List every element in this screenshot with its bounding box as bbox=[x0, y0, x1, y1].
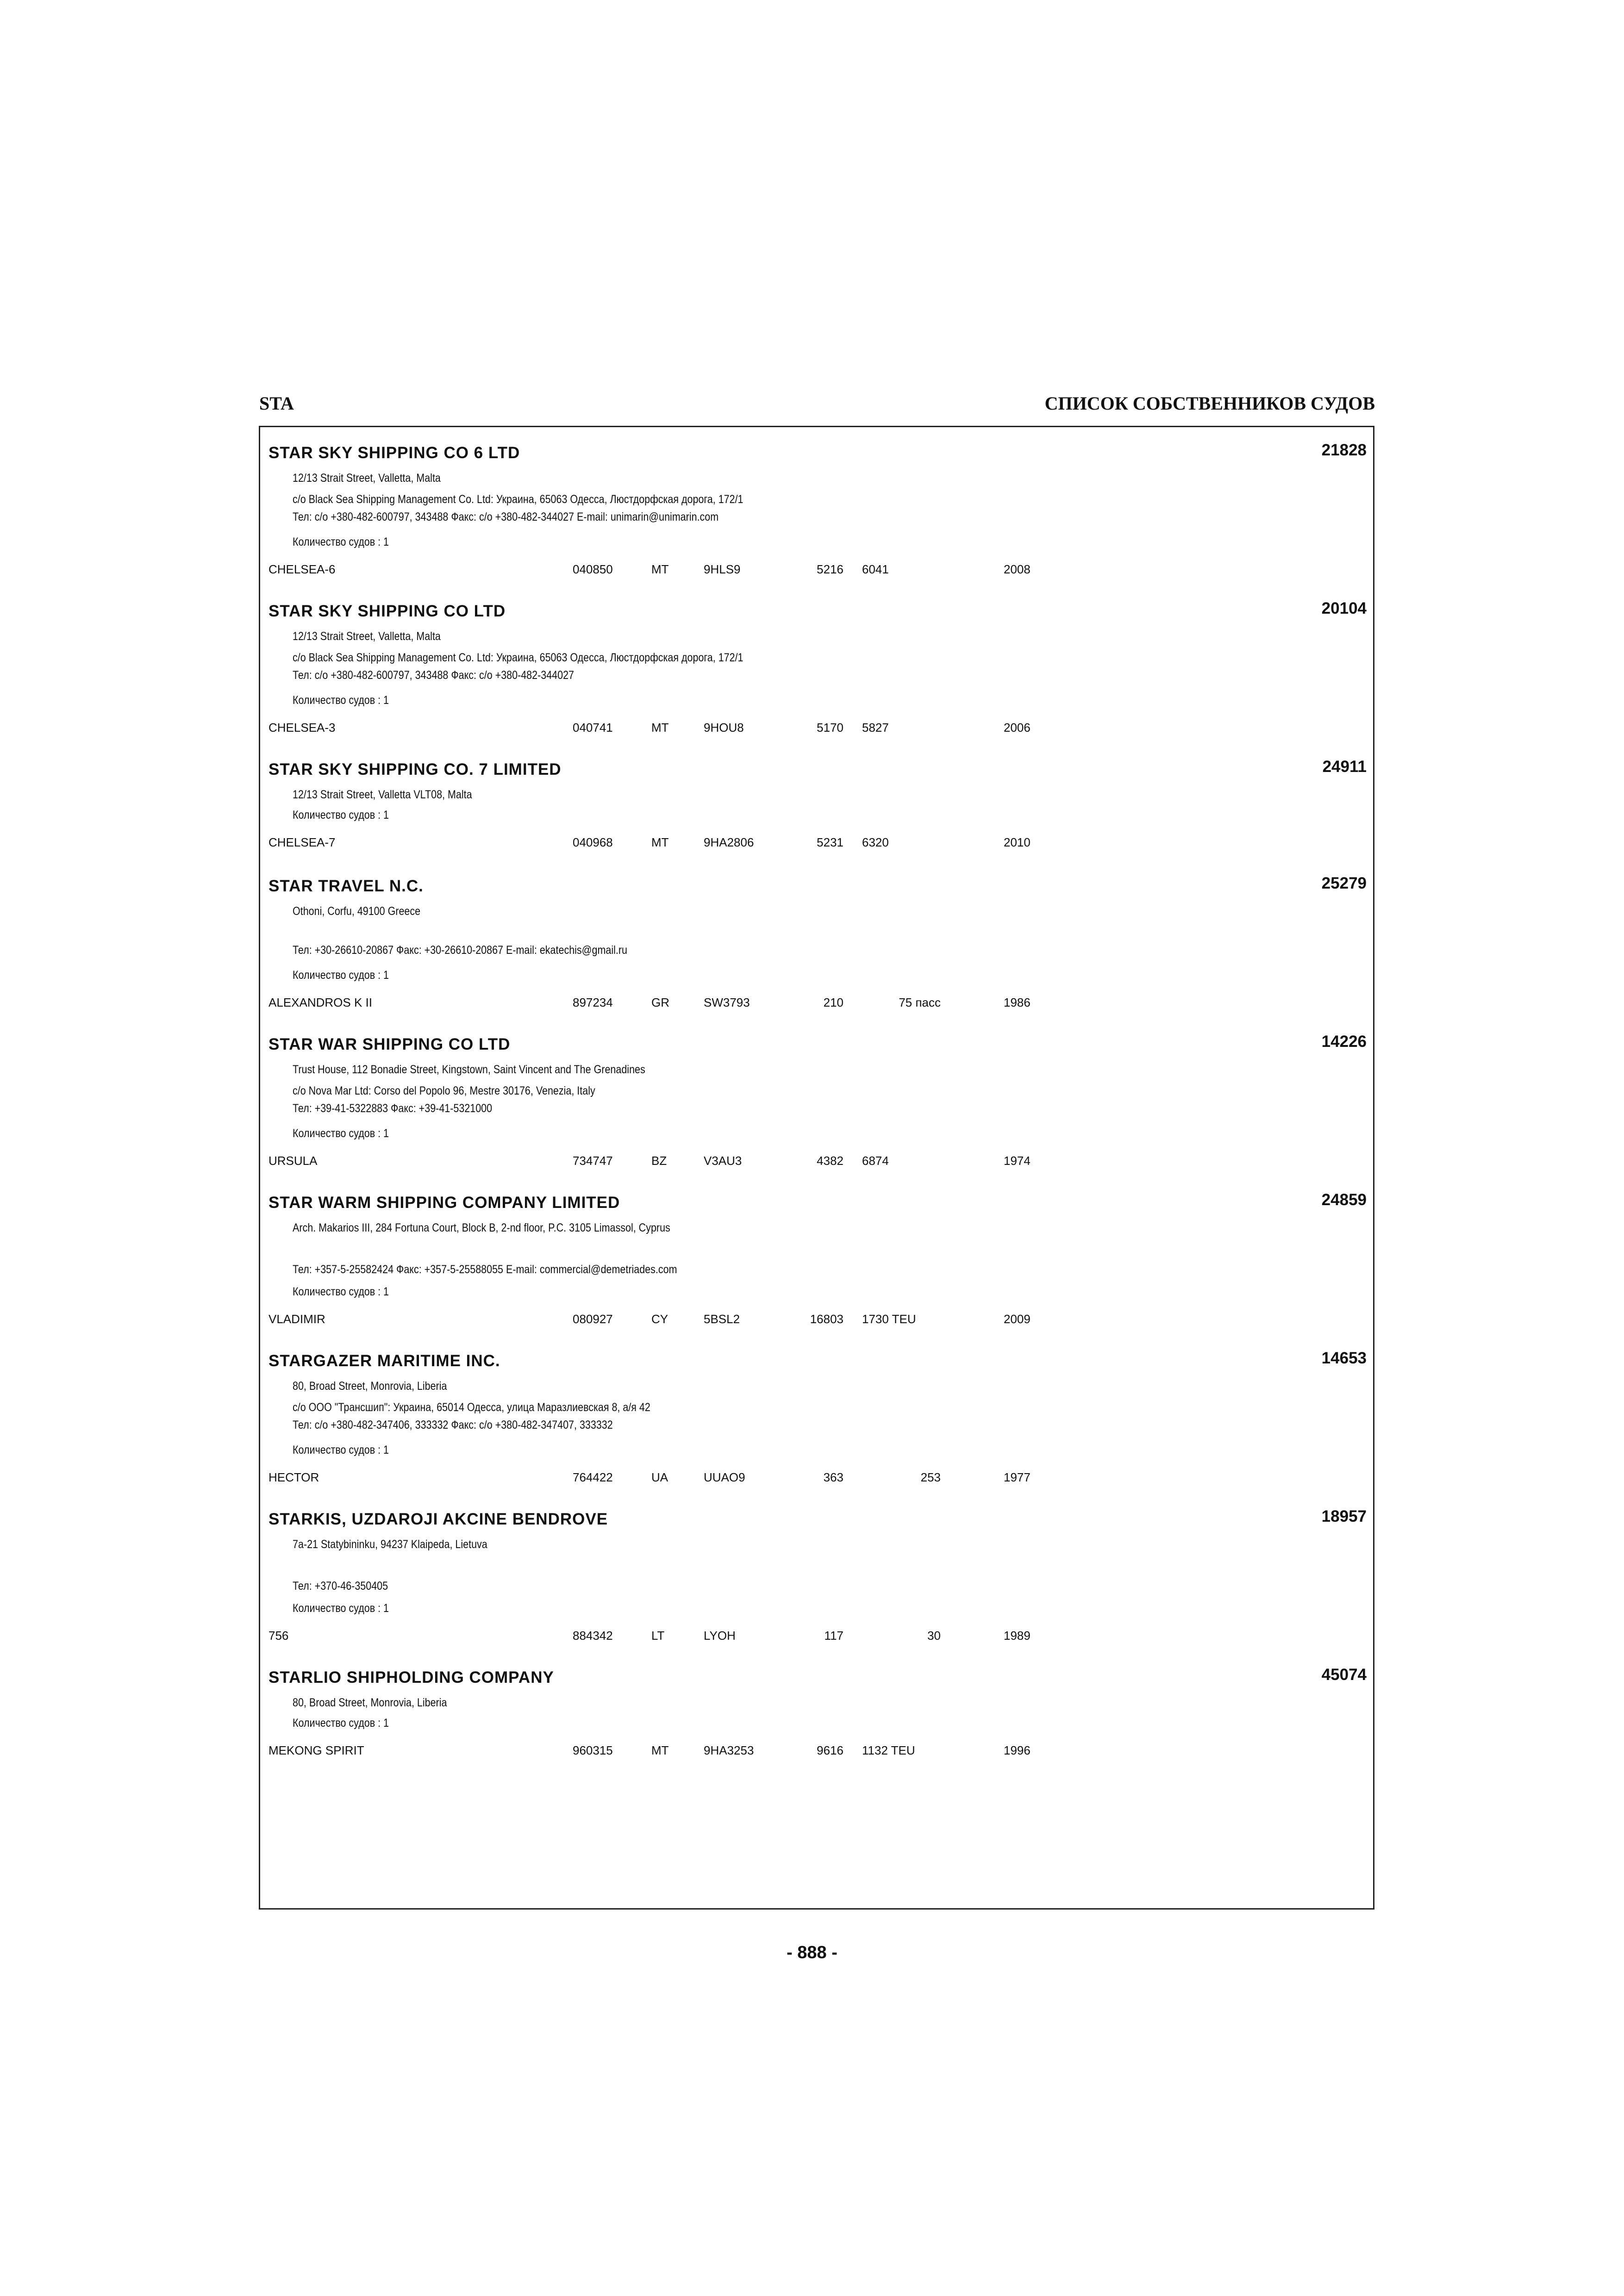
owner-code: 24859 bbox=[1321, 1191, 1367, 1209]
vessel-callsign: UUAO9 bbox=[704, 1470, 745, 1484]
vessel-name: CHELSEA-7 bbox=[269, 835, 336, 849]
vessel-flag: BZ bbox=[651, 1154, 667, 1168]
vessel-count: Количество судов : 1 bbox=[293, 809, 389, 821]
vessel-dwt: 1132 TEU bbox=[862, 1743, 915, 1757]
address-line: 7a-21 Statybininku, 94237 Klaipeda, Lietuva bbox=[293, 1538, 487, 1551]
vessel-row bbox=[260, 1154, 1373, 1169]
owner-code: 18957 bbox=[1321, 1507, 1367, 1525]
address-line: 12/13 Strait Street, Valletta VLT08, Malta bbox=[293, 788, 472, 801]
vessel-reg: 040968 bbox=[573, 835, 613, 849]
owner-name: STARKIS, UZDAROJI AKCINE BENDROVE bbox=[269, 1510, 608, 1528]
vessel-count: Количество судов : 1 bbox=[293, 969, 389, 982]
address-line: Arch. Makarios III, 284 Fortuna Court, Block B, 2-nd floor, P.C. 3105 Limassol, Cyprus bbox=[293, 1221, 670, 1234]
owner-code: 21828 bbox=[1321, 441, 1367, 459]
vessel-count: Количество судов : 1 bbox=[293, 1717, 389, 1730]
vessel-reg: 897234 bbox=[573, 996, 613, 1009]
vessel-callsign: SW3793 bbox=[704, 996, 750, 1009]
vessel-year: 2009 bbox=[1004, 1312, 1031, 1326]
vessel-dwt: 5827 bbox=[862, 721, 889, 734]
vessel-name: HECTOR bbox=[269, 1470, 319, 1484]
owner-code: 14653 bbox=[1321, 1349, 1367, 1367]
vessel-reg: 080927 bbox=[573, 1312, 613, 1326]
agent-line: c/o ООО "Трансшип": Украина, 65014 Одесса, улица Маразлиевская 8, а/я 42 bbox=[293, 1401, 650, 1414]
vessel-reg: 040850 bbox=[573, 562, 613, 576]
vessel-name: CHELSEA-6 bbox=[269, 562, 336, 576]
vessel-count: Количество судов : 1 bbox=[293, 1602, 389, 1615]
vessel-gt: 9616 bbox=[817, 1743, 843, 1757]
vessel-dwt: 6320 bbox=[862, 835, 889, 849]
vessel-gt: 210 bbox=[823, 996, 843, 1009]
running-header-right: СПИСОК СОБСТВЕННИКОВ СУДОВ bbox=[1044, 393, 1375, 414]
agent-line: c/o Nova Mar Ltd: Corso del Popolo 96, Mestre 30176, Venezia, Italy bbox=[293, 1084, 595, 1097]
vessel-gt: 5170 bbox=[817, 721, 843, 734]
vessel-flag: MT bbox=[651, 1743, 669, 1757]
vessel-name: URSULA bbox=[269, 1154, 318, 1168]
owner-name: STAR SKY SHIPPING CO. 7 LIMITED bbox=[269, 760, 562, 778]
owner-name: STAR SKY SHIPPING CO LTD bbox=[269, 602, 506, 620]
vessel-gt: 5231 bbox=[817, 835, 843, 849]
owner-name: STAR SKY SHIPPING CO 6 LTD bbox=[269, 444, 520, 462]
owner-code: 20104 bbox=[1321, 599, 1367, 617]
vessel-count: Количество судов : 1 bbox=[293, 1444, 389, 1456]
contact-line: Тел: +357-5-25582424 Факс: +357-5-25588055 E-mail: commercial@demetriades.com bbox=[293, 1263, 677, 1276]
address-line: 12/13 Strait Street, Valletta, Malta bbox=[293, 630, 441, 643]
vessel-reg: 960315 bbox=[573, 1743, 613, 1757]
contact-line: Тел: +30-26610-20867 Факс: +30-26610-20867 E-mail: ekatechis@gmail.ru bbox=[293, 944, 627, 957]
vessel-dwt: 1730 TEU bbox=[862, 1312, 916, 1326]
vessel-gt: 363 bbox=[823, 1470, 843, 1484]
vessel-callsign: LYOH bbox=[704, 1629, 736, 1643]
address-line: 80, Broad Street, Monrovia, Liberia bbox=[293, 1696, 447, 1709]
vessel-reg: 764422 bbox=[573, 1470, 613, 1484]
owner-code: 24911 bbox=[1322, 758, 1367, 776]
vessel-callsign: V3AU3 bbox=[704, 1154, 742, 1168]
vessel-year: 2006 bbox=[1004, 721, 1031, 734]
vessel-callsign: 9HA2806 bbox=[704, 835, 754, 849]
vessel-name: MEKONG SPIRIT bbox=[269, 1743, 364, 1757]
contact-line: Тел: +39-41-5322883 Факс: +39-41-5321000 bbox=[293, 1102, 493, 1115]
vessel-callsign: 9HOU8 bbox=[704, 721, 744, 734]
vessel-count: Количество судов : 1 bbox=[293, 1285, 389, 1298]
owner-name: STAR WAR SHIPPING CO LTD bbox=[269, 1035, 511, 1053]
address-line: Othoni, Corfu, 49100 Greece bbox=[293, 905, 421, 918]
vessel-row bbox=[260, 721, 1373, 735]
vessel-row bbox=[260, 562, 1373, 577]
agent-line: c/o Black Sea Shipping Management Co. Ltd: Украина, 65063 Одесса, Люстдорфская дорога, 172/1 bbox=[293, 493, 743, 506]
vessel-year: 1989 bbox=[1004, 1629, 1031, 1643]
vessel-flag: LT bbox=[651, 1629, 665, 1643]
address-line: 80, Broad Street, Monrovia, Liberia bbox=[293, 1380, 447, 1393]
vessel-dwt: 75 пасс bbox=[899, 996, 941, 1009]
vessel-year: 2010 bbox=[1004, 835, 1031, 849]
vessel-count: Количество судов : 1 bbox=[293, 1127, 389, 1140]
owner-name: STARLIO SHIPHOLDING COMPANY bbox=[269, 1668, 554, 1686]
page-number: - 888 - bbox=[787, 1943, 837, 1962]
vessel-flag: MT bbox=[651, 721, 669, 734]
vessel-year: 1996 bbox=[1004, 1743, 1031, 1757]
contact-line: Тел: c/o +380-482-600797, 343488 Факс: c/o +380-482-344027 E-mail: unimarin@unimarin.com bbox=[293, 510, 719, 523]
address-line: Trust House, 112 Bonadie Street, Kingstown, Saint Vincent and The Grenadines bbox=[293, 1063, 645, 1076]
contact-line: Тел: c/o +380-482-347406, 333332 Факс: c/o +380-482-347407, 333332 bbox=[293, 1419, 613, 1431]
running-header-left: STA bbox=[259, 393, 294, 414]
vessel-reg: 734747 bbox=[573, 1154, 613, 1168]
owner-code: 25279 bbox=[1321, 874, 1367, 892]
vessel-row bbox=[260, 835, 1373, 850]
vessel-name: ALEXANDROS K II bbox=[269, 996, 372, 1009]
vessel-gt: 5216 bbox=[817, 562, 843, 576]
vessel-gt: 16803 bbox=[810, 1312, 843, 1326]
owner-name: STAR WARM SHIPPING COMPANY LIMITED bbox=[269, 1194, 620, 1212]
vessel-year: 1974 bbox=[1004, 1154, 1031, 1168]
agent-line: c/o Black Sea Shipping Management Co. Ltd: Украина, 65063 Одесса, Люстдорфская дорога, 172/1 bbox=[293, 651, 743, 664]
vessel-count: Количество судов : 1 bbox=[293, 694, 389, 707]
vessel-callsign: 9HLS9 bbox=[704, 562, 741, 576]
vessel-dwt: 253 bbox=[920, 1470, 941, 1484]
owner-code: 45074 bbox=[1321, 1666, 1367, 1684]
vessel-reg: 884342 bbox=[573, 1629, 613, 1643]
vessel-gt: 4382 bbox=[817, 1154, 843, 1168]
vessel-year: 1986 bbox=[1004, 996, 1031, 1009]
vessel-row bbox=[260, 1312, 1373, 1327]
vessel-name: CHELSEA-3 bbox=[269, 721, 336, 734]
vessel-name: VLADIMIR bbox=[269, 1312, 325, 1326]
vessel-row bbox=[260, 1470, 1373, 1485]
vessel-count: Количество судов : 1 bbox=[293, 535, 389, 548]
vessel-callsign: 9HA3253 bbox=[704, 1743, 754, 1757]
owner-name: STAR TRAVEL N.C. bbox=[269, 877, 424, 895]
vessel-flag: MT bbox=[651, 835, 669, 849]
vessel-dwt: 6874 bbox=[862, 1154, 889, 1168]
vessel-row bbox=[260, 996, 1373, 1010]
vessel-dwt: 30 bbox=[927, 1629, 941, 1643]
vessel-year: 2008 bbox=[1004, 562, 1031, 576]
vessel-name: 756 bbox=[269, 1629, 289, 1643]
contact-line: Тел: c/o +380-482-600797, 343488 Факс: c/o +380-482-344027 bbox=[293, 669, 575, 682]
address-line: 12/13 Strait Street, Valletta, Malta bbox=[293, 472, 441, 485]
owner-name: STARGAZER MARITIME INC. bbox=[269, 1352, 500, 1370]
contact-line: Тел: +370-46-350405 bbox=[293, 1580, 388, 1593]
vessel-gt: 117 bbox=[824, 1629, 843, 1643]
vessel-flag: UA bbox=[651, 1470, 668, 1484]
vessel-callsign: 5BSL2 bbox=[704, 1312, 740, 1326]
vessel-flag: GR bbox=[651, 996, 669, 1009]
vessel-row bbox=[260, 1743, 1373, 1758]
vessel-row bbox=[260, 1629, 1373, 1643]
vessel-dwt: 6041 bbox=[862, 562, 889, 576]
vessel-flag: MT bbox=[651, 562, 669, 576]
owner-code: 14226 bbox=[1321, 1033, 1367, 1051]
vessel-year: 1977 bbox=[1004, 1470, 1031, 1484]
vessel-reg: 040741 bbox=[573, 721, 613, 734]
vessel-flag: CY bbox=[651, 1312, 668, 1326]
listing-frame bbox=[259, 426, 1374, 1910]
